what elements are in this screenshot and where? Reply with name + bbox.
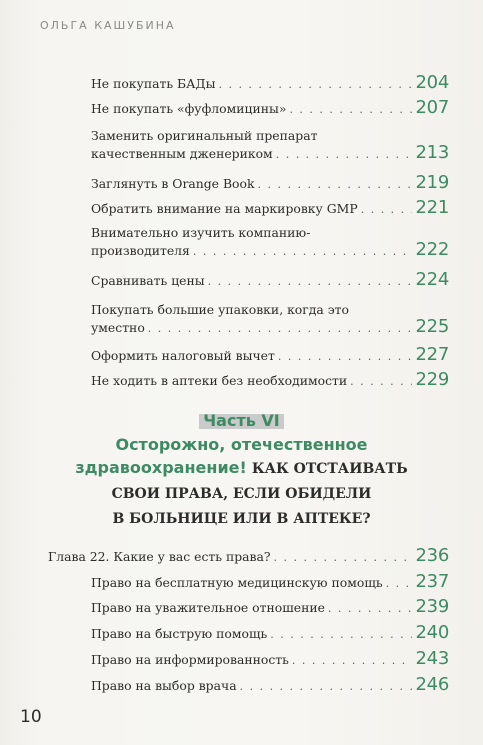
toc-chapter-entry[interactable] [48, 547, 449, 566]
dot-leader [276, 146, 412, 163]
toc-page-number: 246 [415, 674, 449, 695]
toc-entry-title: Сравнивать цены [91, 273, 205, 288]
toc-entry[interactable] [91, 301, 449, 337]
part-title-green-line1: Осторожно, отечественное [115, 435, 368, 454]
toc-page-number: 224 [415, 269, 449, 290]
toc-entry-title: Оформить налоговый вычет [91, 348, 275, 363]
dot-leader [386, 575, 412, 592]
toc-entry[interactable] [91, 99, 449, 118]
toc-page-number: 243 [415, 648, 449, 669]
toc-entry-title: производителя [91, 243, 190, 258]
part-title-green-line2: здравоохранение! [75, 458, 247, 477]
toc-entry-title: Право на быструю помощь [91, 626, 268, 641]
dot-leader [208, 273, 412, 290]
toc-entry[interactable] [91, 199, 449, 218]
dot-leader [257, 176, 411, 193]
toc-page-number: 221 [415, 197, 449, 218]
toc-page-number: 207 [415, 97, 449, 118]
toc-page-number: 240 [415, 622, 449, 643]
toc-entry[interactable] [91, 371, 449, 390]
toc-entry[interactable] [91, 271, 449, 290]
toc-entry[interactable] [91, 676, 449, 695]
toc-entry-title: Право на выбор врача [91, 678, 237, 693]
toc-entry-title: Право на бесплатную медицинскую помощь [91, 575, 383, 590]
part-heading[interactable] [40, 411, 443, 531]
toc-entry-title: Заглянуть в Orange Book [91, 176, 255, 191]
toc-entry[interactable] [91, 650, 449, 669]
toc-page-number: 227 [415, 344, 449, 365]
toc-entry-title: Не покупать БАДы [91, 76, 216, 91]
toc-entry-title: Право на информированность [91, 652, 289, 667]
toc-entry[interactable] [91, 174, 449, 193]
dot-leader [278, 348, 412, 365]
toc-page-number: 237 [415, 571, 449, 592]
toc-entry[interactable] [91, 127, 449, 163]
toc-page-number: 213 [415, 142, 449, 163]
dot-leader [240, 678, 412, 695]
toc-page-number: 222 [415, 239, 449, 260]
running-head: ОЛЬГА КАШУБИНА [40, 19, 176, 32]
dot-leader [274, 549, 412, 566]
part-title-dark-line1: КАК ОТСТАИВАТЬ [251, 461, 408, 477]
dot-leader [193, 243, 412, 260]
part-title [40, 433, 443, 531]
dot-leader [289, 101, 411, 118]
toc-entry-title: уместно [91, 320, 145, 335]
toc-entry-title-line1: Заменить оригинальный препарат [91, 128, 318, 143]
toc-entry[interactable] [91, 74, 449, 93]
toc-page-number: 204 [415, 72, 449, 93]
toc-chapter-title: Глава 22. Какие у вас есть права? [48, 549, 271, 564]
dot-leader [361, 201, 412, 218]
part-title-dark-line3: В БОЛЬНИЦЕ ИЛИ В АПТЕКЕ? [112, 511, 371, 527]
toc-entry[interactable] [91, 346, 449, 365]
toc-entry-title: Обратить внимание на маркировку GMP [91, 201, 358, 216]
dot-leader [218, 76, 411, 93]
toc-entry[interactable] [91, 573, 449, 592]
part-label-band [203, 411, 280, 430]
toc-entry-title: Не покупать «фуфломицины» [91, 101, 287, 116]
dot-leader [328, 600, 412, 617]
part-label: Часть VI [203, 411, 280, 430]
toc-page-number: 239 [415, 596, 449, 617]
toc-entry-title: Право на уважительное отношение [91, 600, 325, 615]
page-number: 10 [20, 707, 42, 727]
toc-entry[interactable] [91, 598, 449, 617]
toc-page-number: 225 [415, 316, 449, 337]
dot-leader [148, 320, 412, 337]
dot-leader [292, 652, 412, 669]
toc-entry-title-line1: Внимательно изучить компанию- [91, 225, 311, 240]
toc-page-number: 236 [415, 545, 449, 566]
dot-leader [270, 626, 411, 643]
toc-page-number: 229 [415, 369, 449, 390]
toc-entry[interactable] [91, 224, 449, 260]
toc-page-number: 219 [415, 172, 449, 193]
dot-leader [350, 373, 411, 390]
toc-entry-title: качественным дженериком [91, 146, 273, 161]
toc-entry[interactable] [91, 624, 449, 643]
toc-entry-title-line1: Покупать большие упаковки, когда это [91, 302, 349, 317]
toc-entry-title: Не ходить в аптеки без необходимости [91, 373, 348, 388]
part-title-dark-line2: СВОИ ПРАВА, ЕСЛИ ОБИДЕЛИ [111, 486, 372, 502]
